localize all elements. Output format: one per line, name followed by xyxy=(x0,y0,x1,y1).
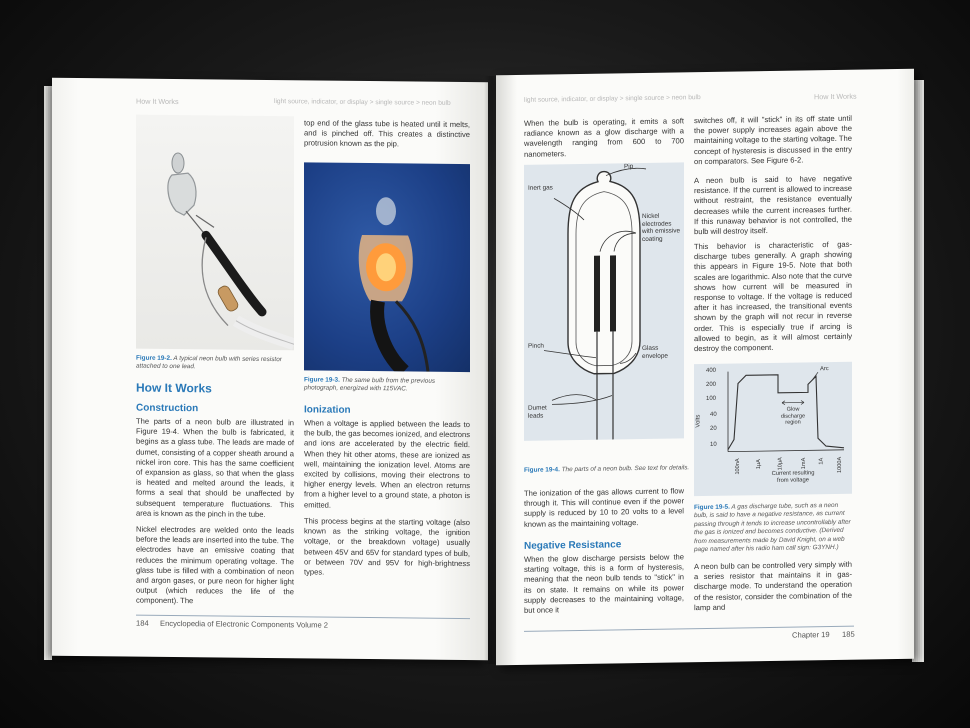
x-tick: 1000A xyxy=(837,456,844,474)
y-tick: 200 xyxy=(706,381,717,388)
construction-heading: Construction xyxy=(136,402,199,415)
page-number-right: 185 xyxy=(842,629,855,639)
series-resistor-paragraph: A neon bulb can be controlled very simply with a series resistor that maintains it in gas-discharge mode. To understand the operation of the resistor, consider the combination of the lamp and xyxy=(694,559,852,612)
y-tick: 40 xyxy=(710,411,717,418)
left-breadcrumb: light source, indicator, or display > single source > neon bulb xyxy=(274,98,451,107)
x-tick: 1mA xyxy=(800,457,807,470)
figure-19-2-caption: Figure 19-2. A typical neon bulb with series resistor attached to one lead. xyxy=(136,354,282,371)
glass-envelope-label: Glass envelope xyxy=(642,344,668,360)
left-page xyxy=(52,78,488,661)
negative-resistance-paragraph: When the glow discharge persists below the starting voltage, this is a form of hysteresis, meaning that the neon bulb tends to "stick" in its on state. It remains on while its power supply decreases to the maintaining voltage, but once it xyxy=(524,552,684,615)
column-2-top-text: top end of the glass tube is heated until it melts, and is pinched off. This creates a distinctive protrusion known as the pip. xyxy=(304,118,470,149)
neon-bulb-photo xyxy=(136,115,294,351)
figure-19-5-caption: Figure 19-5. A gas discharge tube, such as a neon bulb, is said to have a negative resistance, as current passing through it tends to increase uncontrollably after the gas is ionized and becomes conductive. (Derived from measurements made by David Knight, on a web page named after his radio ham call sign: G3YNH.) xyxy=(694,501,851,554)
gas-discharge-paragraph: This behavior is characteristic of gas-discharge tubes generally. A graph showing this appears in Figure 19-5. Note that both scales are logarithmic. Also note that the curve shows how current will be measured in response to voltage. If the voltage is reduced after it has increased, the transitional events shown by the graph will not recur in reverse order. This is especially true if arcing is allowed to begin, as it will almost certainly destroy the component. xyxy=(694,239,852,354)
pinch-label: Pinch xyxy=(528,342,544,350)
y-tick: 400 xyxy=(706,367,717,374)
pip-label: Pip xyxy=(624,163,634,171)
left-running-head: How It Works xyxy=(136,96,179,107)
energized-neon-bulb-photo xyxy=(304,162,470,372)
book-title-footer: Encyclopedia of Electronic Components Volume 2 xyxy=(160,618,329,630)
ionization-paragraph-1: When a voltage is applied between the leads to the bulb, the gas becomes ionized, and electrons and ions are accelerated by the electric field. When they hit other atoms, these are ionized as well, maintaining the ionization level. Atoms are excited by collisions, moving their electrons to higher energy levels. When an electron returns from a higher level to a ground state, a photon is emitted. xyxy=(304,418,470,510)
left-page-edge xyxy=(44,86,52,660)
negative-resistance-heading: Negative Resistance xyxy=(524,539,622,552)
x-tick: 1A xyxy=(818,457,825,465)
ionization-heading: Ionization xyxy=(304,404,351,416)
right-running-head: How It Works xyxy=(814,91,857,102)
voltage-current-graph xyxy=(694,362,852,496)
y-tick: 100 xyxy=(706,395,717,402)
glow-discharge-label: Glow discharge region xyxy=(780,406,806,426)
right-breadcrumb: light source, indicator, or display > single source > neon bulb xyxy=(524,94,701,104)
dumet-leads-label: Dumet leads xyxy=(528,404,547,420)
construction-paragraph-1: The parts of a neon bulb are illustrated in Figure 19-4. When the bulb is fabricated, it begins as a glass tube. The leads are made of dumet, consisting of a copper sheath around a nickel iron core. This has the same coefficient of expansion as glass, so that when the glass is heated and melted around the leads, it forms a seal that should be unaffected by subsequent temperature fluctuations. This area is known as the pinch in the tube. xyxy=(136,416,294,519)
figure-19-4-caption: Figure 19-4. The parts of a neon bulb. See text for details. xyxy=(524,464,690,474)
negative-resistance-intro: A neon bulb is said to have negative resistance. If the current is allowed to increase without restraint, the resistance eventually decreases while the current increases further. If this runaway behavior is not controlled, the bulb will destroy itself. xyxy=(694,173,852,237)
neon-bulb-parts-diagram xyxy=(524,162,684,441)
arc-label: Arc xyxy=(820,366,829,373)
how-it-works-heading: How It Works xyxy=(136,380,212,396)
y-axis-label: Volts xyxy=(695,414,702,428)
ionization-continued-text: The ionization of the gas allows current to flow through it. This will continue even if the power supply is reduced by 10 to 20 volts to a level known as the maintaining voltage. xyxy=(524,486,684,529)
y-tick: 20 xyxy=(710,425,717,432)
construction-paragraph-2: Nickel electrodes are welded onto the leads before the leads are inserted into the tube. The electrodes have an emissive coating that reduces the minimum operating voltage. The glass tube is filled with a combination of neon and argon gases, or pure neon for higher light output (which reduces the life of the component). The xyxy=(136,524,294,606)
page-number-left: 184 xyxy=(136,618,149,628)
figure-19-3-caption: Figure 19-3. The same bulb from the previous photograph, energized with 115VAC. xyxy=(304,376,436,393)
chapter-footer: Chapter 19 xyxy=(792,630,830,640)
x-axis-label: Current resulting from voltage xyxy=(771,470,815,484)
ionization-paragraph-2: This process begins at the starting voltage (also known as the striking voltage, the ignition voltage, or the breakdown voltage) usually between 45V and 65V for standard types of bulb, or between 70V and 95V for high-brightness types. xyxy=(304,516,470,577)
y-tick: 10 xyxy=(710,441,717,448)
inert-gas-label: Inert gas xyxy=(528,184,553,192)
hysteresis-paragraph: switches off, it will "stick" in its off state until the power supply increases again above the maintaining voltage to the starting voltage. The concept of hysteresis is discussed in the entry on comparators. See Figure 6-2. xyxy=(694,113,852,166)
right-page xyxy=(496,69,914,666)
x-tick: 10µA xyxy=(777,457,784,471)
x-tick: 100nA xyxy=(735,458,742,475)
glow-discharge-text: When the bulb is operating, it emits a soft radiance known as a glow discharge with a wavelength ranging from 600 to 700 nanometers. xyxy=(524,116,684,159)
nickel-electrodes-label: Nickel electrodes with emissive coating xyxy=(642,212,680,243)
x-tick: 1µA xyxy=(756,459,763,470)
